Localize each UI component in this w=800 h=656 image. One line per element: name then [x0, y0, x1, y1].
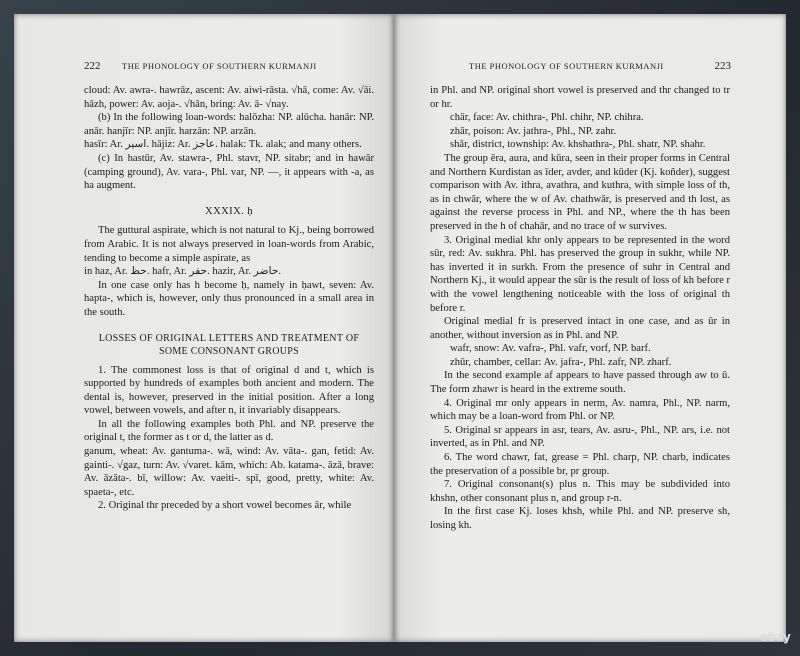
paragraph: 3. Original medial khr only appears to be represented in the word sūr, red: Av. sukhra. Phl. has preserved the group in sukhr, while NP. has inverted it in surkh. From the presence of suhr in Central and Northern Kj., it would appear the sūr is the result of loss of kh before r with the vowel lengthening noticeable with the loss of original th before r.	[430, 234, 730, 314]
example-line: shār, district, township: Av. khshathra-, Phl. shatr, NP. shahr.	[450, 139, 706, 151]
example-line: zhūr, chamber, cellar: Av. jafra-, Phl. zafr, NP. zharf.	[450, 356, 672, 368]
paragraph: in Phl. and NP. original short vowel is preserved and thr changed to tr or hr.	[430, 85, 730, 110]
section-heading: XXXIX. ḥ	[205, 205, 253, 217]
paragraph: In all the following examples both Phl. and NP. preserve the original t, the former as t or d, the latter as d.	[84, 418, 374, 444]
paragraph: 4. Original mr only appears in nerm, Av. namra, Phl., NP. narm, which may be a loan-word from Phl. or NP.	[430, 397, 730, 423]
paragraph: (b) In the following loan-words: halōzha: NP. alūcha. hanār: NP. anār. hanjīr: NP. anjīr. harzān: NP. arzān.	[84, 112, 374, 137]
paragraph: hasīr: Ar. اسير. hājiz: Ar. عاجز. halak: Tk. alak; and many others.	[84, 139, 362, 151]
paragraph: The guttural aspirate, which is not natural to Kj., being borrowed from Arabic. It is not always preserved in loan-words from Arabic, tending to become a simple aspirate, as	[84, 225, 374, 264]
left-page-number: 222	[84, 60, 101, 72]
example-line: zhār, poison: Av. jathra-, Phl., NP. zahr.	[450, 125, 617, 137]
left-page	[14, 14, 393, 642]
paragraph: 1. The commonest loss is that of original d and t, which is supported by hundreds of examples both ancient and modern. The dental is, however, preserved in the initial position. After a long vowel, between vowels, and after n, it invariably disappears.	[84, 364, 374, 417]
paragraph: in haz, Ar. حظ. hafr, Ar. حفر. hazir, Ar. حاضر.	[84, 266, 282, 278]
paragraph: 2. Original thr preceded by a short vowel becomes ār, while	[98, 500, 352, 512]
example-line: chār, face: Av. chithra-, Phl. chihr, NP. chihra.	[450, 112, 644, 124]
ebay-watermark: ebay	[760, 630, 791, 644]
left-running-title: THE PHONOLOGY OF SOUTHERN KURMANJI	[122, 61, 317, 71]
paragraph: 6. The word chawr, fat, grease = Phl. charp, NP. charb, indicates the preservation of a possible br, pr group.	[430, 452, 730, 477]
caps-heading: LOSSES OF ORIGINAL LETTERS AND TREATMENT OF SOME CONSONANT GROUPS	[98, 332, 360, 357]
right-page-body	[430, 84, 730, 533]
paragraph: In the first case Kj. loses khsh, while Phl. and NP. preserve sh, losing kh.	[430, 506, 730, 531]
paragraph: cloud: Av. awra-. hawrāz, ascent: Av. aiwi-rāsta. √hā, come: Av. √āi. hāzh, power: Av. aoja-. √hān, bring: Av. ā- √nay.	[84, 85, 374, 110]
right-page-number: 223	[714, 60, 731, 72]
right-running-title: THE PHONOLOGY OF SOUTHERN KURMANJI	[469, 61, 664, 71]
paragraph: Original medial fr is preserved intact in one case, and as ūr in another, without inversion as in Phl. and NP.	[430, 316, 730, 341]
paragraph: 5. Original sr appears in asr, tears, Av. asru-, Phl., NP. ars, i.e. not inverted, as in Phl. and NP.	[430, 424, 730, 450]
paragraph: ganum, wheat: Av. gantuma-. wā, wind: Av. vāta-. gan, fetid: Av. gainti-. √gaz, turn: Av. √varet. kām, which: Ab. katama-. āzā, brave: Av. āzāta-. bī, willow: Av. vaeiti-. spī, good, pretty, white: Av. spaeta-, etc.	[84, 446, 374, 498]
paragraph: In the second example af appears to have passed through aw to ū. The form zhawr is heard in the extreme south.	[430, 370, 730, 396]
left-page-body	[84, 84, 374, 513]
right-page	[395, 14, 786, 642]
paragraph: In one case only has h become ḥ, namely in ḥawt, seven: Av. hapta-, which is, however, only thus pronounced in a small area in the south.	[84, 279, 374, 318]
paragraph: (c) In hastūr, Av. stawra-, Phl. stavr, NP. sitabr; and in hawār (camping ground), Av. vara-, Phl. var, NP. —, it appears with -a, as ha augment.	[84, 152, 374, 192]
paragraph: The group ēra, aura, and kūra, seen in their proper forms in Central and Northern Kurdistan as īder, avder, and kūder (Kj. koñder), suggest comparison with Av. ithra, avathra, and kuthra, with simple loss of th, as in chwār, where the w of Av. chathwār, is preserved and th lost, as against the reverse process in Phl. and NP., where the th has been preserved in the h of chahār, and no trace of w survives.	[430, 152, 730, 232]
paragraph: 7. Original consonant(s) plus n. This may be subdivided into khshn, other consonant plus n, and group r-n.	[430, 479, 730, 504]
example-line: wafr, snow: Av. vafra-, Phl. vafr, vorf, NP. barf.	[450, 343, 651, 355]
